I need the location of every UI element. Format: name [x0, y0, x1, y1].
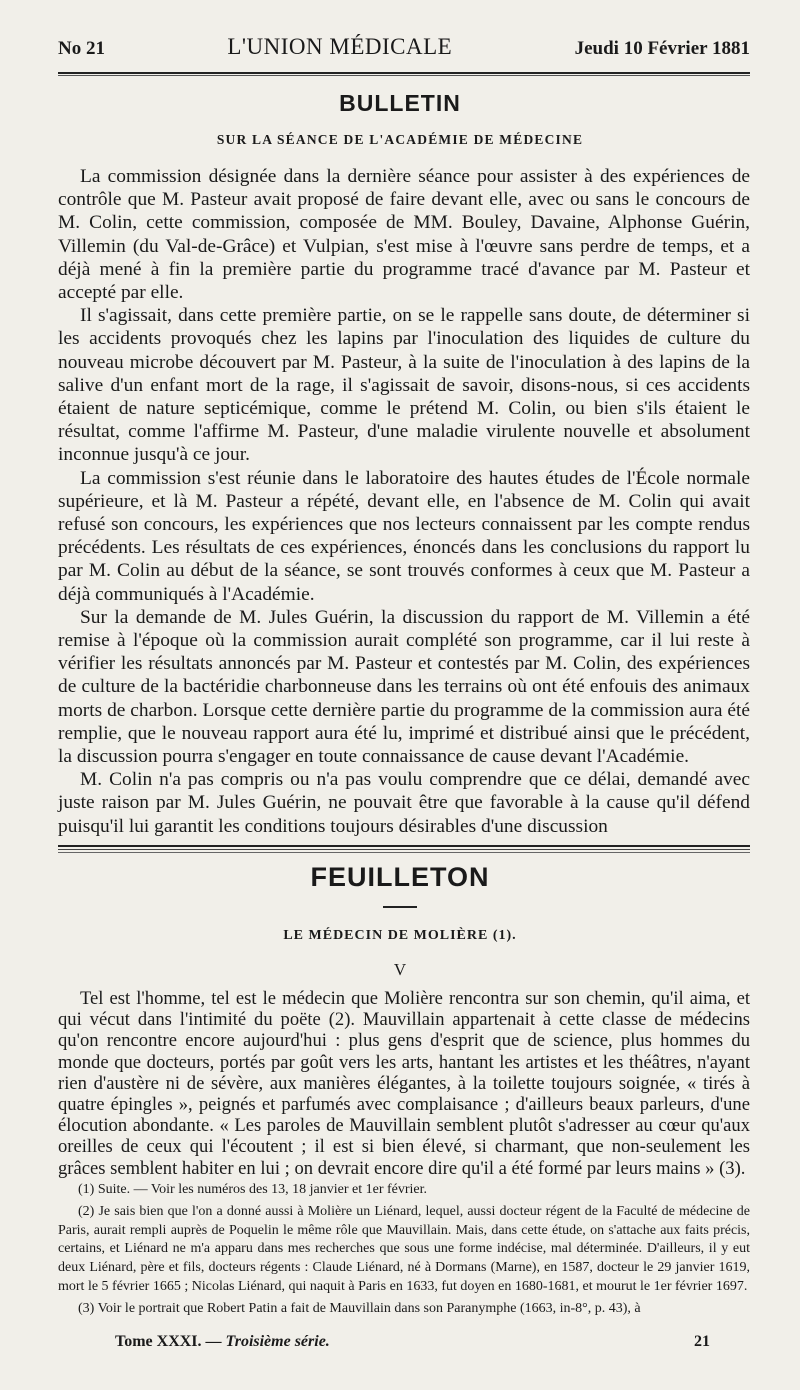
bulletin-paragraph: Il s'agissait, dans cette première partie, on se le rappelle sans doute, de déterminer si les accidents provoqués chez les lapins par l'inoculation des liquides de culture du nouveau microbe découvert par M. Pasteur, à la suite de l'inoculation à des lapins de la salive d'un enfant mort de la rage, il s'agissait de savoir, disons-nous, si ces accidents étaient de nature septicémique, comme le prétend M. Colin, ou bien s'ils étaient le résultat, comme l'affirme M. Pasteur, d'une maladie virulente nouvelle et absolument inconnue jusqu'à ce jour. — [58, 305, 750, 466]
feuilleton-subtitle-note: (1). — [492, 928, 517, 943]
footnotes — [58, 1181, 750, 1319]
page-number: 21 — [694, 1333, 710, 1350]
bulletin-paragraph: La commission désignée dans la dernière séance pour assister à des expériences de contrôle que M. Pasteur avait proposé de faire devant elle, avec ou sans le concours de M. Colin, cette commission, composée de MM. Bouley, Davaine, Alphonse Guérin, Villemin (du Val-de-Grâce) et Vulpian, s'est mise à l'œuvre sans perdre de temps, et a déjà mené à fin la première partie du programme tracé d'avance par M. Pasteur et accepté par elle. — [58, 166, 750, 304]
feuilleton-subtitle-text: LE MÉDECIN DE MOLIÈRE — [283, 928, 489, 943]
footer-volume — [115, 1333, 330, 1351]
footer-series: Troisième série. — [225, 1333, 330, 1350]
footnote: (3) Voir le portrait que Robert Patin a fait de Mauvillain dans son Paranymphe (1663, in-8°, p. 43), à — [78, 1300, 641, 1316]
footnote: (2) Je sais bien que l'on a donné aussi à Molière un Liénard, lequel, aussi docteur régent de la Faculté de médecine de Paris, aurait rempli auprès de Poquelin le même rôle que Mauvillain. Mais, dans cette étude, on s'attache aux faits précis, certains, et Liénard ne m'a apparu dans mes recherches que sous une forme indécise, mal déterminée. D'ailleurs, il y eut deux Liénard, père et fils, docteurs régents : Claude Liénard, né à Dormans (Marne), en 1587, docteur le 29 janvier 1619, mort le 5 février 1665 ; Nicolas Liénard, qui naquit à Paris en 1633, fut doyen en 1680-1681, et mourut le 1er février 1697. — [58, 1203, 750, 1294]
section-numeral: V — [393, 960, 407, 979]
feuilleton-body — [58, 988, 750, 1179]
bulletin-paragraph: Sur la demande de M. Jules Guérin, la discussion du rapport de M. Villemin a été remise à l'époque où la commission aurait complété son programme, car il lui reste à vérifier les résultats annoncés par M. Pasteur et contestés par M. Colin, des expériences de culture de la bactéridie charbonneuse dans les terrains où ont été enfouis des animaux morts de charbon. Lorsque cette dernière partie du programme de la commission aura été remplie, que le nouveau rapport aura été lu, imprimé et distribué ainsi que le précédent, la discussion pourra s'engager en toute connaissance de cause devant l'Académie. — [58, 606, 750, 768]
feuilleton-subtitle — [0, 928, 800, 944]
section-divider — [58, 845, 750, 847]
page-footer — [115, 1333, 710, 1351]
issue-date: Jeudi 10 Février 1881 — [574, 38, 750, 59]
footer-volume-label: Tome XXXI. — — [115, 1333, 222, 1350]
bulletin-subtitle: SUR LA SÉANCE DE L'ACADÉMIE DE MÉDECINE — [216, 132, 584, 147]
header-rule — [58, 72, 750, 74]
footnote: (1) Suite. — Voir les numéros des 13, 18 janvier et 1er février. — [78, 1182, 428, 1197]
section-divider — [58, 852, 750, 853]
feuilleton-paragraph: Tel est l'homme, tel est le médecin que Molière rencontra sur son chemin, qu'il aima, et qui vécut dans l'intimité du poëte (2). Mauvillain appartenait à cette classe de médecins qu'on rencontre encore aujourd'hui : plus gens d'esprit que de science, plus hommes du monde que docteurs, portés par goût vers les arts, hantant les artistes et les théâtres, n'ayant rien d'austère ni de sévère, aux manières élégantes, à la toilette toujours soignée, « tirés à quatre épingles », peignés et parfumés avec complaisance ; d'ailleurs beaux parleurs, d'une élocution abondante. « Les paroles de Mauvillain semblent plutôt s'adresser au cœur qu'aux oreilles de ceux qui l'écoutent ; il est si bien élevé, si charmant, que non-seulement les grâces semblent habiter en lui ; on devrait encore dire qu'il a été formé par leurs mains » (3). — [58, 988, 750, 1179]
issue-number: No 21 — [58, 38, 105, 59]
bulletin-body — [58, 165, 750, 838]
bulletin-paragraph: M. Colin n'a pas compris ou n'a pas voulu comprendre que ce délai, demandé avec juste raison par M. Jules Guérin, ne pouvait être que favorable à la cause qu'il défend puisqu'il lui garantit les conditions toujours désirables d'une discussion — [58, 769, 750, 837]
bulletin-title: BULLETIN — [339, 90, 461, 116]
header-rule-thin — [58, 75, 750, 76]
section-divider — [58, 849, 750, 850]
page-header — [58, 34, 750, 60]
feuilleton-title: FEUILLETON — [310, 862, 490, 892]
journal-title: L'UNION MÉDICALE — [227, 34, 453, 59]
bulletin-paragraph: La commission s'est réunie dans le laboratoire des hautes études de l'École normale supérieure, et là M. Pasteur a répété, devant elle, en l'absence de M. Colin qui avait refusé son concours, les expériences que nos lecteurs connaissent par les compte rendus précédents. Les résultats de ces expériences, énoncés dans les conclusions du rapport lu par M. Colin au début de la séance, se sont trouvés conformes à ceux que M. Pasteur a déjà communiqués à l'Académie. — [58, 467, 750, 605]
title-rule — [383, 906, 417, 908]
